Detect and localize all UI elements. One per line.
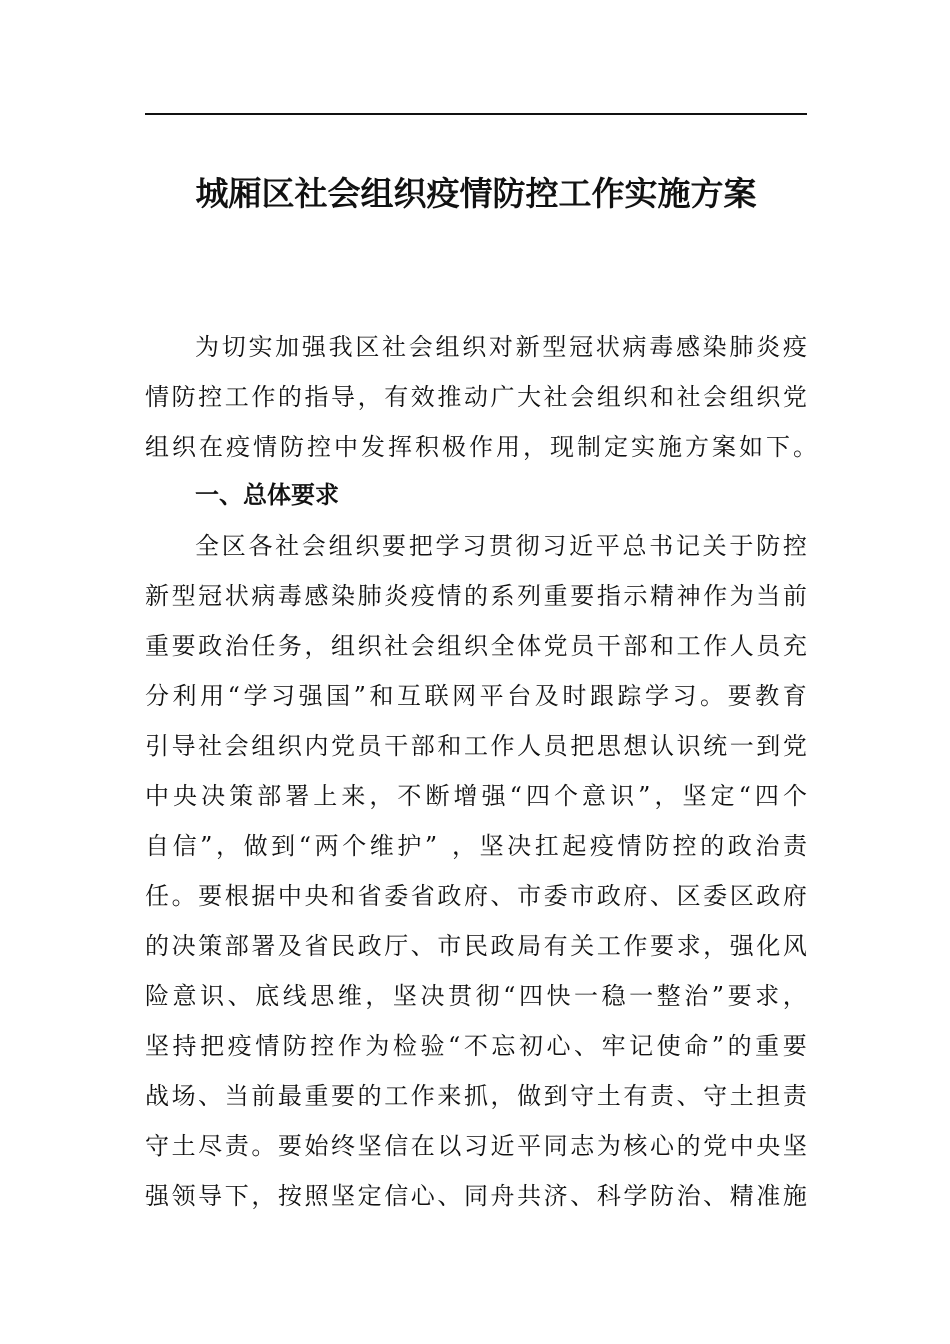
body-line-9: 的 决 策 部 署 及 省 民 政 厅 、 市 民 政 局 有 关 工 作 要 求 ， 强 化 风 bbox=[145, 932, 807, 960]
body-line-10: 险 意 识 、 底 线 思 维 ， 坚 决 贯 彻 “ 四 快 一 稳 一 整 治 ” 要 求 ， bbox=[145, 982, 807, 1010]
document-title: 城厢区社会组织疫情防控工作实施方案 bbox=[195, 174, 757, 213]
body-line-4: 分 利 用 “ 学 习 强 国 ” 和 互 联 网 平 台 及 时 跟 踪 学 习 。 要 教 育 bbox=[145, 682, 807, 710]
intro-line-2: 情 防 控 工 作 的 指 导 ， 有 效 推 动 广 大 社 会 组 织 和 社 会 组 织 党 bbox=[145, 383, 807, 411]
body-line-13: 守 土 尽 责 。 要 始 终 坚 信 在 以 习 近 平 同 志 为 核 心 的 党 中 央 坚 bbox=[145, 1132, 807, 1160]
body-line-1: 全 区 各 社 会 组 织 要 把 学 习 贯 彻 习 近 平 总 书 记 关 于 防 控 bbox=[195, 532, 807, 560]
section-heading: 一、总体要求 bbox=[195, 481, 339, 509]
body-line-5: 引 导 社 会 组 织 内 党 员 干 部 和 工 作 人 员 把 思 想 认 识 统 一 到 党 bbox=[145, 732, 807, 760]
body-line-12: 战 场 、 当 前 最 重 要 的 工 作 来 抓 ， 做 到 守 土 有 责 、 守 土 担 责 bbox=[145, 1082, 807, 1110]
body-line-7: 自 信 ” ， 做 到 “ 两 个 维 护 ” ， 坚 决 扛 起 疫 情 防 控 的 政 治 责 bbox=[145, 832, 807, 860]
body-line-6: 中 央 决 策 部 署 上 来 ， 不 断 增 强 “ 四 个 意 识 ” ， 坚 定 “ 四 个 bbox=[145, 782, 807, 810]
header-rule bbox=[145, 113, 807, 115]
intro-line-3: 组织在疫情防控中发挥积极作用，现制定实施方案如下。 bbox=[145, 433, 820, 461]
body-line-14: 强 领 导 下 ， 按 照 坚 定 信 心 、 同 舟 共 济 、 科 学 防 治 、 精 准 施 bbox=[145, 1182, 807, 1210]
body-line-8: 任 。 要 根 据 中 央 和 省 委 省 政 府 、 市 委 市 政 府 、 区 委 区 政 府 bbox=[145, 882, 807, 910]
body-line-2: 新 型 冠 状 病 毒 感 染 肺 炎 疫 情 的 系 列 重 要 指 示 精 神 作 为 当 前 bbox=[145, 582, 807, 610]
body-line-3: 重 要 政 治 任 务 ， 组 织 社 会 组 织 全 体 党 员 干 部 和 工 作 人 员 充 bbox=[145, 632, 807, 660]
body-line-11: 坚 持 把 疫 情 防 控 作 为 检 验 “ 不 忘 初 心 、 牢 记 使 命 ” 的 重 要 bbox=[145, 1032, 807, 1060]
intro-line-1: 为 切 实 加 强 我 区 社 会 组 织 对 新 型 冠 状 病 毒 感 染 肺 炎 疫 bbox=[195, 333, 807, 361]
